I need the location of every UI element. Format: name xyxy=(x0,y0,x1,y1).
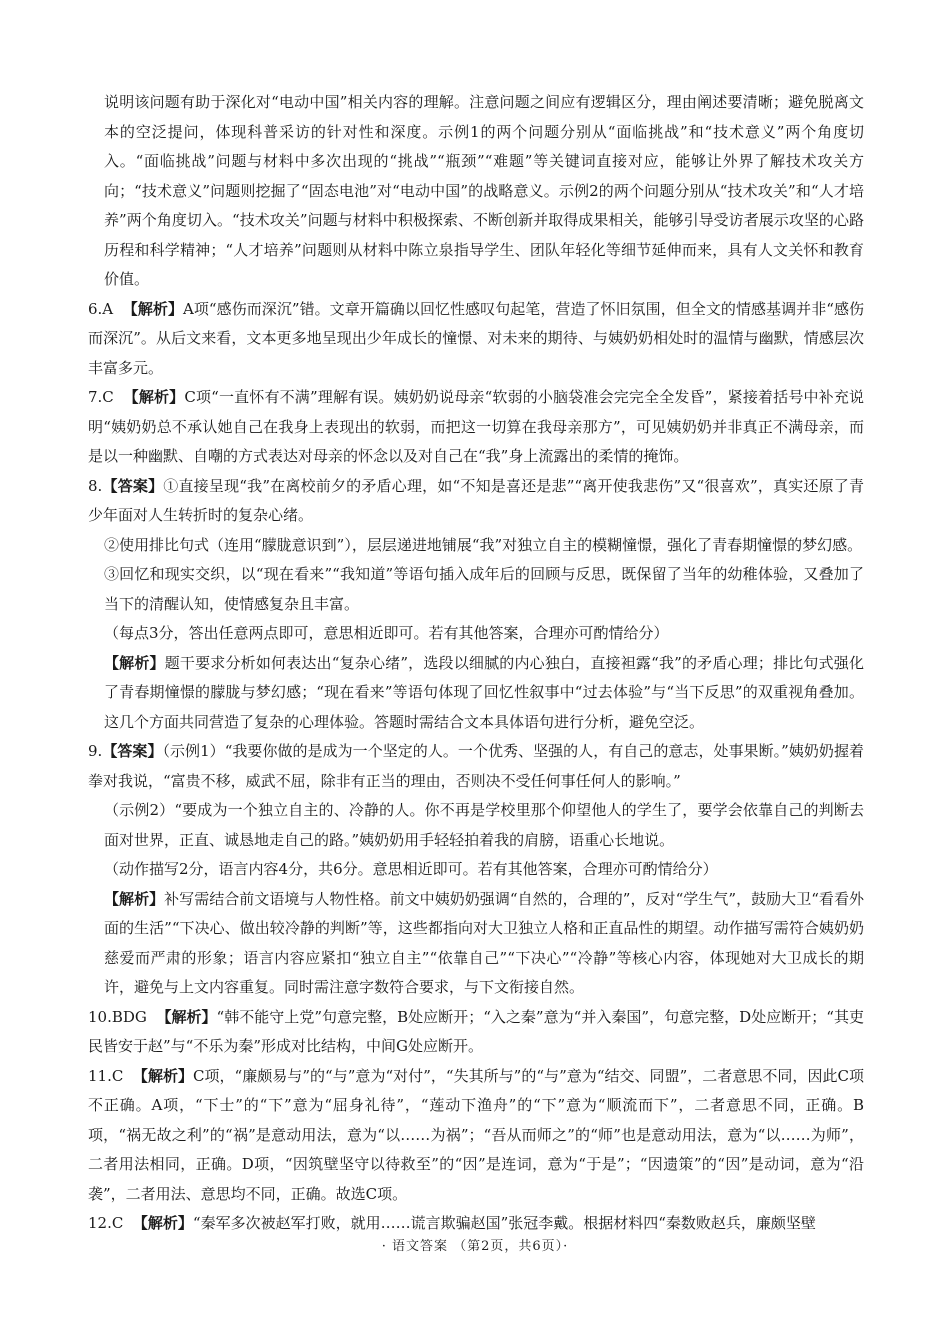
analysis-text: 补写需结合前文语境与人物性格。前文中姨奶奶强调“自然的，合理的”，反对“学生气”，鼓励大卫“看看外面的生活”“下决心、做出较冷静的判断”等，这些都指向对大卫独立人格和正直品性的期望。动作描写需符合姨奶奶慈爱而严肃的形象；语言内容应紧扣“独立自主”“依靠自己”“下决心”“冷静”等核心内容，体现她对大卫成长的期许，避免与上文内容重复。同时需注意字数符合要求，与下文衔接自然。 xyxy=(104,889,864,996)
item-text: A项“感伤而深沉”错。文章开篇确以回忆性感叹句起笔，营造了怀旧氛围，但全文的情感基调并非“感伤而深沉”。从后文来看，文本更多地呈现出少年成长的憧憬、对未来的期待、与姨奶奶相处时的温情与幽默，情感层次丰富多元。 xyxy=(88,299,864,377)
item-number: 6.A xyxy=(88,299,114,318)
answer-point-2: ②使用排比句式（连用“朦胧意识到”），层层递进地铺展“我”对独立自主的模糊憧憬，强化了青春期憧憬的梦幻感。 xyxy=(104,535,863,554)
item-number: 7.C xyxy=(88,388,114,406)
item-number: 8. xyxy=(88,476,103,495)
item-q9 xyxy=(88,737,864,1003)
analysis-tag: 【解析】 xyxy=(123,388,185,406)
item-q10 xyxy=(88,1003,864,1062)
example-1: （示例1）“我要你做的是成为一个坚定的人。一个优秀、坚强的人，有自己的意志，处事果断。”姨奶奶握着拳对我说，“富贵不移，威武不屈，除非有正当的理由，否则决不受任何事任何人的影响。” xyxy=(88,742,864,790)
item-q11 xyxy=(88,1062,864,1210)
item-q8 xyxy=(88,472,864,738)
analysis-tag: 【解析】 xyxy=(132,1066,194,1085)
item-q6 xyxy=(88,295,864,384)
analysis-tag: 【解析】 xyxy=(132,1214,193,1232)
answer-tag: 【答案】 xyxy=(102,742,163,760)
page-footer: · 语文答案 （第2页，共6页）· xyxy=(381,1239,569,1254)
answer-point-1: ①直接呈现“我”在离校前夕的矛盾心理，如“不知是喜还是悲”“离开使我悲伤”又“很喜欢”，真实还原了青少年面对人生转折时的复杂心绪。 xyxy=(88,476,864,524)
item-text: “秦军多次被赵军打败，就用……谎言欺骗赵国”张冠李戴。根据材料四“秦数败赵兵，廉颇坚壁 xyxy=(192,1214,816,1232)
item-number: 12.C xyxy=(88,1214,124,1232)
item-q7 xyxy=(88,383,864,472)
intro-paragraph: 说明该问题有助于深化对“电动中国”相关内容的理解。注意问题之间应有逻辑区分，理由阐述要清晰；避免脱离文本的空泛提问，体现科普采访的针对性和深度。示例1的两个问题分别从“面临挑战”和“技术意义”两个角度切入。“面临挑战”问题与材料中多次出现的“挑战”“瓶颈”“难题”等关键词直接对应，能够让外界了解技术攻关方向；“技术意义”问题则挖掘了“固态电池”对“电动中国”的战略意义。示例2的两个问题分别从“技术攻关”和“人才培养”两个角度切入。“技术攻关”问题与材料中积极探索、不断创新并取得成果相关，能够引导受访者展示攻坚的心路历程和科学精神；“人才培养”问题则从材料中陈立泉指导学生、团队年轻化等细节延伸而来，具有人文关怀和教育价值。 xyxy=(104,93,864,288)
scoring-note: （动作描写2分，语言内容4分，共6分。意思相近即可。若有其他答案，合理亦可酌情给分） xyxy=(104,860,718,878)
analysis-tag: 【解析】 xyxy=(122,299,183,318)
item-text: “韩不能守上党”句意完整，B处应断开；“入之秦”意为“并入秦国”，句意完整，D处应断开；“其吏民皆安于赵”与“不乐为秦”形成对比结构，中间G处应断开。 xyxy=(88,1007,864,1055)
item-number: 9. xyxy=(88,742,103,760)
scoring-note: （每点3分，答出任意两点即可，意思相近即可。若有其他答案，合理亦可酌情给分） xyxy=(104,624,669,642)
analysis-text: 题干要求分析如何表达出“复杂心绪”，选段以细腻的内心独白，直接袒露“我”的矛盾心理；排比句式强化了青春期憧憬的朦胧与梦幻感；“现在看来”等语句体现了回忆性叙事中“过去体验”与“当下反思”的双重视角叠加。这几个方面共同营造了复杂的心理体验。答题时需结合文本具体语句进行分析，避免空泛。 xyxy=(104,653,864,731)
answer-point-3: ③回忆和现实交织，以“现在看来”“我知道”等语句插入成年后的回顾与反思，既保留了当年的幼稚体验，又叠加了当下的清醒认知，使情感复杂且丰富。 xyxy=(104,565,864,613)
item-number: 10.BDG xyxy=(88,1007,147,1026)
example-2: （示例2）“要成为一个独立自主的、冷静的人。你不再是学校里那个仰望他人的学生了，要学会依靠自己的判断去面对世界，正直、诚恳地走自己的路。”姨奶奶用手轻轻拍着我的肩膀，语重心长地说。 xyxy=(104,801,864,849)
item-text: C项“一直怀有不满”理解有误。姨奶奶说母亲“软弱的小脑袋准会完完全全发昏”，紧接着括号中补充说明“姨奶奶总不承认她自己在我身上表现出的软弱，而把这一切算在我母亲那方”，可见姨奶奶并非真正不满母亲，而是以一种幽默、自嘲的方式表达对母亲的怀念以及对自己在“我”身上流露出的柔情的掩饰。 xyxy=(88,388,864,465)
analysis-tag: 【解析】 xyxy=(104,653,165,672)
analysis-tag: 【解析】 xyxy=(104,889,165,908)
page-content xyxy=(88,88,864,1239)
analysis-tag: 【解析】 xyxy=(156,1007,217,1026)
item-number: 11.C xyxy=(88,1066,124,1085)
answer-tag: 【答案】 xyxy=(102,476,164,495)
item-text: C项，“廉颇易与”的“与”意为“对付”，“失其所与”的“与”意为“结交、同盟”，二者意思不同，因此C项不正确。A项，“下士”的“下”意为“屈身礼待”，“莲动下渔舟”的“下”意为“顺流而下”，二者意思不同，正确。B项，“祸无故之利”的“祸”是意动用法，意为“以……为祸”；“吾从而师之”的“师”也是意动用法，意为“以……为师”，二者用法相同，正确。D项，“因筑壁坚守以待救至”的“因”是连词，意为“于是”；“因遗策”的“因”是动词，意为“沿袭”，二者用法、意思均不同，正确。故选C项。 xyxy=(88,1066,864,1203)
